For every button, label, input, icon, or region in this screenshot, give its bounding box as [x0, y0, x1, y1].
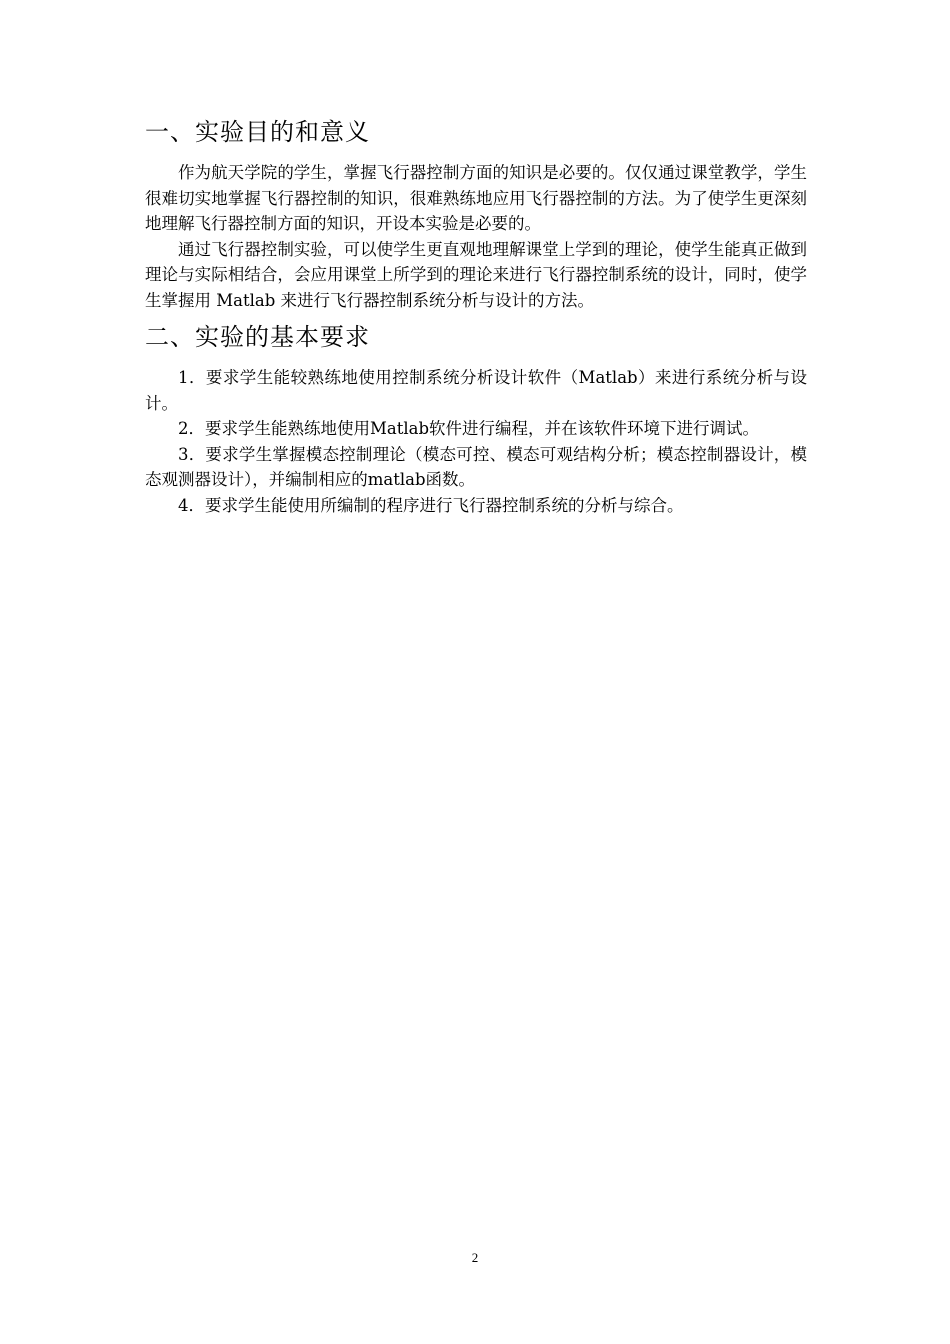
- document-page: [145, 112, 807, 518]
- paragraph: 作为航天学院的学生，掌握飞行器控制方面的知识是必要的。仅仅通过课堂教学，学生很难切实地掌握飞行器控制的知识，很难熟练地应用飞行器控制的方法。为了使学生更深刻地理解飞行器控制方面的知识，开设本实验是必要的。: [145, 163, 807, 233]
- list-item: 2．要求学生能熟练地使用Matlab软件进行编程，并在该软件环境下进行调试。: [178, 419, 760, 438]
- section-heading-requirements: 二、实验的基本要求: [145, 323, 370, 351]
- paragraph: 通过飞行器控制实验，可以使学生更直观地理解课堂上学到的理论，使学生能真正做到理论与实际相结合，会应用课堂上所学到的理论来进行飞行器控制系统的设计，同时，使学生掌握用 Matlab 来进行飞行器控制系统分析与设计的方法。: [145, 239, 807, 310]
- page-number: 2: [471, 1250, 479, 1265]
- list-item: 4．要求学生能使用所编制的程序进行飞行器控制系统的分析与综合。: [178, 495, 684, 515]
- list-item: 1．要求学生能较熟练地使用控制系统分析设计软件（Matlab）来进行系统分析与设计。: [145, 368, 807, 413]
- section-heading-purpose: 一、实验目的和意义: [145, 118, 370, 146]
- list-item: 3．要求学生掌握模态控制理论（模态可控、模态可观结构分析；模态控制器设计，模态观测器设计），并编制相应的matlab函数。: [145, 444, 807, 489]
